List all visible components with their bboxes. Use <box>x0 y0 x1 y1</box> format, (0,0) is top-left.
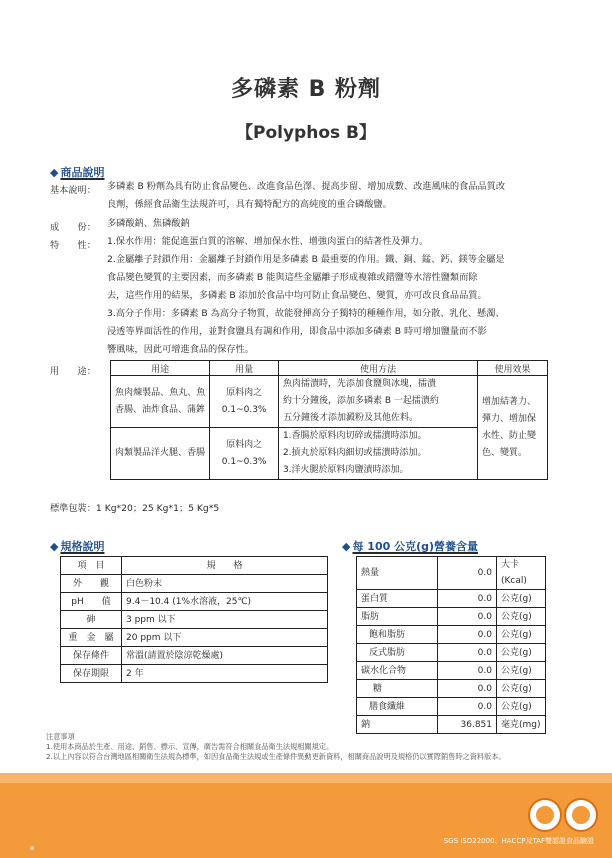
usage-row <box>111 376 548 428</box>
diamond-bullet-icon: ◆ <box>50 166 59 179</box>
nutrition-unit: 公克(g) <box>497 626 546 644</box>
nutrition-value: 0.0 <box>438 644 497 662</box>
nutrition-section-heading <box>342 538 478 554</box>
spec-row <box>61 665 328 683</box>
nutrition-section-label: 每 100 公克(g)營養含量 <box>352 540 479 553</box>
diamond-bullet-icon: ◆ <box>50 540 59 553</box>
usage-use-cell: 肉類製品洋火腿、香腸 <box>111 428 210 480</box>
nutrition-value: 0.0 <box>438 698 497 716</box>
taf-badge-icon <box>564 798 598 832</box>
nutrition-unit: 公克(g) <box>497 680 546 698</box>
spec-item: 砷 <box>61 611 122 629</box>
spec-header-row <box>61 557 328 575</box>
feature-line: 3.高分子作用：多磷素 B 為高分子物質，故能發揮高分子獨特的種種作用，如分散、乳化、懸濁、 <box>107 308 505 319</box>
nutrition-table <box>356 556 546 734</box>
nutrition-row <box>357 698 546 716</box>
spec-value: 9.4－10.4 (1%水溶液，25℃) <box>122 593 328 611</box>
spec-row <box>61 647 328 665</box>
nutrition-unit: 毫克(mg) <box>497 716 546 734</box>
nutrition-value: 0.0 <box>438 608 497 626</box>
spec-row <box>61 611 328 629</box>
nutrition-name: 鈉 <box>357 716 438 734</box>
product-subtitle: 【Polyphos B】 <box>236 123 376 143</box>
page-marker <box>30 846 34 850</box>
feature-line: 去，這些作用的結果，多磷素 B 添加於食品中均可防止食品變色、變質，亦可改良食品品質。 <box>107 290 487 301</box>
packaging-text: 標準包裝：1 Kg*20；25 Kg*1；5 Kg*5 <box>50 503 220 514</box>
spec-item: 外 觀 <box>61 575 122 593</box>
spec-value: 常溫(請置於陰涼乾燥處) <box>122 647 328 665</box>
nutrition-unit: 公克(g) <box>497 644 546 662</box>
nutrition-row <box>357 557 546 590</box>
ingredient-label: 成 份： <box>50 222 96 233</box>
diamond-bullet-icon: ◆ <box>342 540 351 553</box>
spec-item: pH 值 <box>61 593 122 611</box>
notes-heading: 注意事項 <box>46 732 75 741</box>
usage-label: 用 途： <box>50 366 96 377</box>
nutrition-row <box>357 626 546 644</box>
spec-header-item: 項 目 <box>61 557 122 575</box>
spec-value: 20 ppm 以下 <box>122 629 328 647</box>
footer-bar <box>0 773 612 783</box>
nutrition-row <box>357 662 546 680</box>
nutrition-row <box>357 608 546 626</box>
method-line: 魚肉擂潰時，先添加食鹽與冰塊，擂潰 <box>282 379 436 389</box>
feature-label: 特 性： <box>50 240 96 251</box>
usage-amount-cell: 原料肉之0.1~0.3% <box>210 376 279 428</box>
feature-line: 浸透等界面活性的作用，並對食鹽具有調和作用，即食品中添加多磷素 B 時可增加鹽量而不影 <box>107 326 487 337</box>
spec-section-heading <box>50 538 104 554</box>
usage-table <box>110 360 548 480</box>
spec-value: 白色粉末 <box>122 575 328 593</box>
spec-header-value: 規 格 <box>122 557 328 575</box>
nutrition-unit: 公克(g) <box>497 662 546 680</box>
feature-list <box>107 233 582 359</box>
nutrition-row <box>357 680 546 698</box>
nutrition-value: 0.0 <box>438 557 497 590</box>
nutrition-row <box>357 716 546 734</box>
spec-value: 3 ppm 以下 <box>122 611 328 629</box>
nutrition-name: 碳水化合物 <box>357 662 438 680</box>
nutrition-name: 脂肪 <box>357 608 438 626</box>
method-line: 3.洋火腿於原料肉鹽漬時添加。 <box>282 465 409 475</box>
product-section-heading <box>50 164 104 180</box>
nutrition-unit: 大卡(Kcal) <box>497 557 546 590</box>
spec-item: 保存條件 <box>61 647 122 665</box>
usage-header-row <box>111 361 548 376</box>
usage-header-use: 用途 <box>111 361 210 376</box>
nutrition-value: 0.0 <box>438 626 497 644</box>
spec-row <box>61 593 328 611</box>
usage-header-method: 使用方法 <box>278 361 477 376</box>
usage-header-amount: 用量 <box>210 361 279 376</box>
nutrition-value: 0.0 <box>438 680 497 698</box>
nutrition-row <box>357 644 546 662</box>
method-line: 五分鐘後才添加澱粉及其他佐料。 <box>282 413 418 423</box>
nutrition-row <box>357 590 546 608</box>
nutrition-name: 糖 <box>357 680 438 698</box>
feature-line: 響風味，因此可增進食品的保存性。 <box>107 344 254 355</box>
feature-line: 1.保水作用：能促進蛋白質的溶解、增加保水性、增強肉蛋白的結著性及彈力。 <box>107 236 429 247</box>
nutrition-unit: 公克(g) <box>497 698 546 716</box>
spec-row <box>61 575 328 593</box>
basic-line: 多磷素 B 粉劑為具有防止食品變色、改進食品色澤、提高步留、增加成數、改進風味的食品品質改 <box>107 181 506 192</box>
usage-amount-cell: 原料肉之0.1~0.3% <box>210 428 279 480</box>
nutrition-value: 36.851 <box>438 716 497 734</box>
spec-table <box>60 556 328 683</box>
nutrition-name: 飽和脂肪 <box>357 626 438 644</box>
usage-header-effect: 使用效果 <box>477 361 547 376</box>
nutrition-unit: 公克(g) <box>497 608 546 626</box>
spec-section-label: 規格說明 <box>60 540 105 553</box>
notes-line: 1.使用本商品於生產、用途、銷售、標示、宣傳，廣告需符合相關食品衛生法規相關規定。 <box>46 742 334 751</box>
basic-label: 基本說明： <box>50 185 96 196</box>
ingredient-text: 多磷酸鈉、焦磷酸鈉 <box>107 218 190 229</box>
method-line: 2.摃丸於原料肉細切或擂潰時添加。 <box>282 448 427 458</box>
nutrition-value: 0.0 <box>438 590 497 608</box>
feature-line: 2.金屬離子封鎖作用：金屬離子封鎖作用是多磷素 B 最重要的作用。鐵、銅、錳、鈣、鎂等金屬是 <box>107 254 505 265</box>
sgs-badge-icon <box>528 798 562 832</box>
feature-line: 食品變色變質的主要因素，而多磷素 B 能與這些金屬離子形成複雜或錯鹽等水溶性鹽類而除 <box>107 272 478 283</box>
nutrition-name: 反式脂肪 <box>357 644 438 662</box>
notes-block <box>46 732 506 762</box>
usage-effect-cell: 增加結著力、彈力、增加保水性、防止變色、變質。 <box>477 376 547 480</box>
nutrition-unit: 公克(g) <box>497 590 546 608</box>
nutrition-name: 蛋白質 <box>357 590 438 608</box>
spec-row <box>61 629 328 647</box>
usage-method-cell <box>278 376 477 428</box>
product-title: 多磷素 B 粉劑 <box>230 77 382 102</box>
top-strip <box>0 0 612 14</box>
spec-value: 2 年 <box>122 665 328 683</box>
notes-line: 2.以上內容以符合台灣地區相關衛生法規為標準，如因食品衛生法規或生產條件異動更新資料，相關商品說明及規格仍以實際銷售時之資料版本。 <box>46 752 506 761</box>
usage-method-cell <box>278 428 477 480</box>
nutrition-name: 膳食纖維 <box>357 698 438 716</box>
spec-item: 保存期限 <box>61 665 122 683</box>
nutrition-name: 熱量 <box>357 557 438 590</box>
basic-description <box>107 178 577 214</box>
basic-line: 良劑，係經食品衛生法規許可，具有獨特配方的高純度的重合磷酸鹽。 <box>107 199 392 210</box>
method-line: 約十分鐘後，添加多磷素 B 一起擂潰約 <box>282 396 439 406</box>
certification-text: SGS ISO22000、HACCP及TAF雙認證食品驗證 <box>443 837 594 845</box>
spec-item: 重 金 屬 <box>61 629 122 647</box>
usage-use-cell: 魚肉煉製品、魚丸、魚香腸、油炸食品、蒲鉾 <box>111 376 210 428</box>
product-section-label: 商品說明 <box>60 166 105 179</box>
method-line: 1.香腸於原料肉切碎或擂潰時添加。 <box>282 431 427 441</box>
nutrition-value: 0.0 <box>438 662 497 680</box>
